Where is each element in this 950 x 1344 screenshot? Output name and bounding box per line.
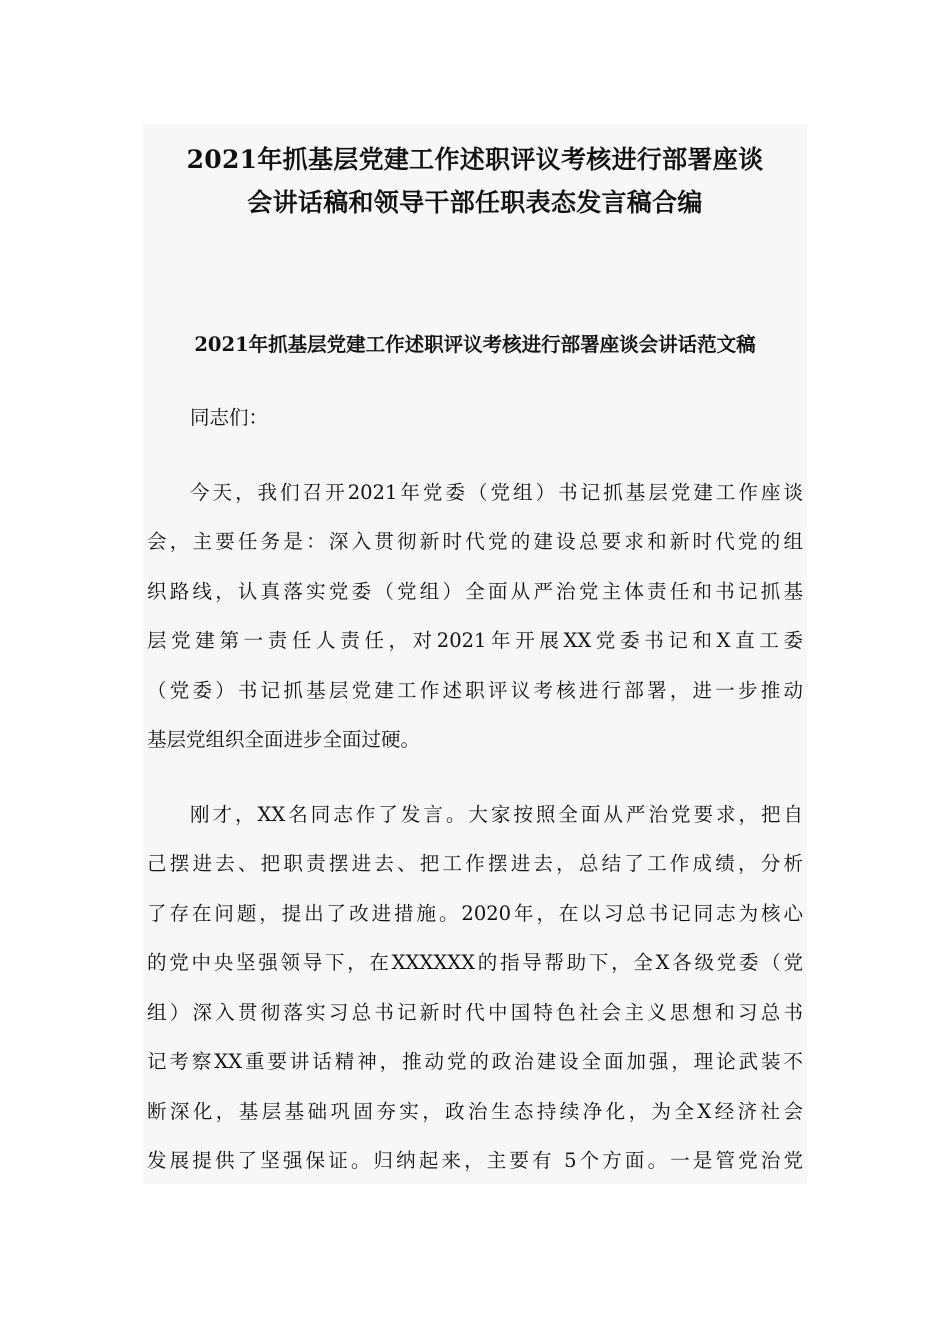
document-body: [147, 393, 803, 1184]
section-subtitle: 2021年抓基层党建工作述职评议考核进行部署座谈会讲话范文稿: [194, 333, 756, 356]
salutation: 同志们：: [190, 406, 269, 429]
text-line: 基层党组织全面进步全面过硬。: [147, 728, 421, 751]
document-page: [143, 124, 807, 1184]
text-line: 己摆进去、把职责摆进去、把工作摆进去，总结了工作成绩，分析: [147, 852, 803, 875]
salutation-paragraph: [147, 393, 803, 443]
paragraph-2: [147, 790, 803, 1185]
text-line: 织路线，认真落实党委（党组）全面从严治党主体责任和书记抓基: [147, 579, 803, 603]
text-line: 的党中央坚强领导下，在XXXXXX的指导帮助下，全X各级党委（党: [147, 951, 803, 974]
title-line: 会讲话稿和领导干部任职表态发言稿合编: [247, 188, 703, 217]
title-line: 2021年抓基层党建工作述职评议考核进行部署座谈: [186, 145, 764, 174]
paragraph-1: [147, 468, 803, 765]
text-line: 记考察XX重要讲话精神，推动党的政治建设全面加强，理论武装不: [147, 1050, 803, 1073]
text-line: 层党建第一责任人责任，对2021年开展XX党委书记和X直工委: [147, 629, 803, 652]
text-line: 今天，我们召开2021年党委（党组）书记抓基层党建工作座谈: [190, 480, 803, 504]
document-title: [143, 138, 807, 224]
text-line: 会，主要任务是：深入贯彻新时代党的建设总要求和新时代党的组: [147, 530, 803, 553]
text-line: 断深化，基层基础巩固夯实，政治生态持续净化，为全X经济社会: [147, 1099, 803, 1123]
text-line: 发展提供了坚强保证。归纳起来，主要有 5个方面。一是管党治党: [147, 1149, 803, 1172]
text-line: 组）深入贯彻落实习总书记新时代中国特色社会主义思想和习总书: [147, 1000, 803, 1024]
text-line: 刚才，XX名同志作了发言。大家按照全面从严治党要求，把自: [190, 802, 803, 826]
text-line: （党委）书记抓基层党建工作述职评议考核进行部署，进一步推动: [147, 678, 803, 702]
text-line: 了存在问题，提出了改进措施。2020年，在以习总书记同志为核心: [147, 901, 803, 925]
